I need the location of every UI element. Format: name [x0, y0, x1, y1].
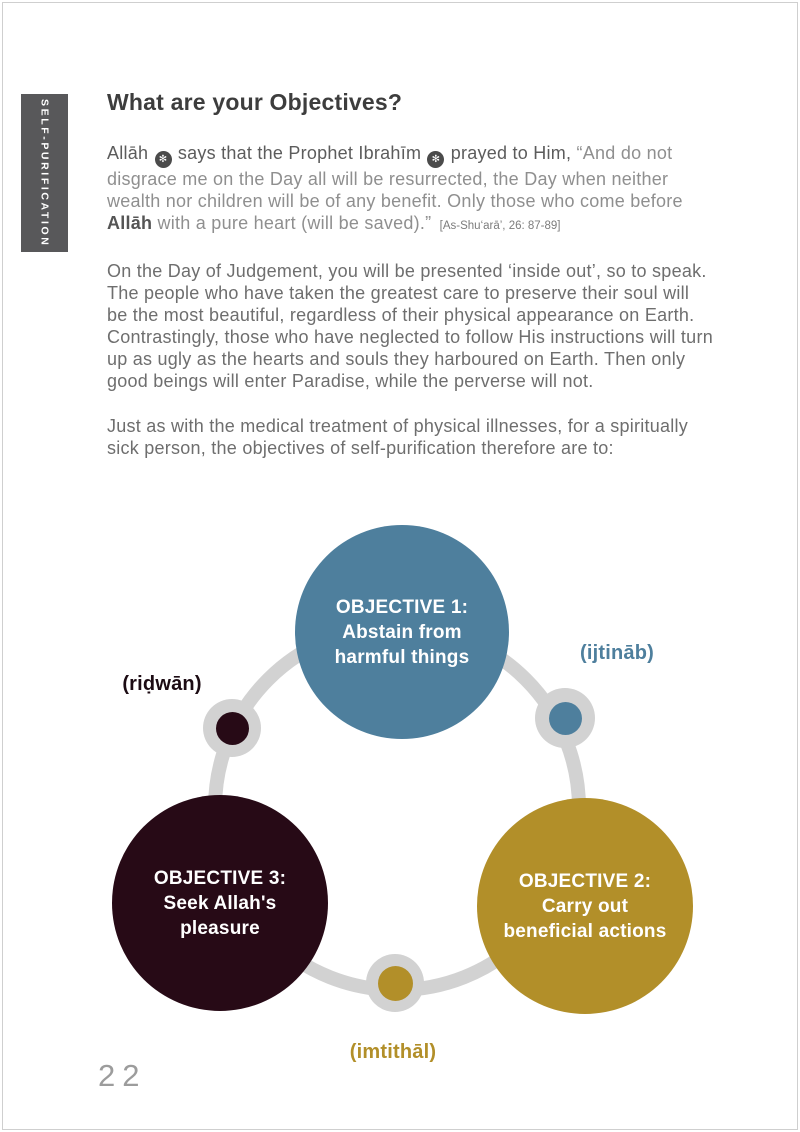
ijtinab-label: (ijtināb) [579, 642, 654, 664]
objective-1-circle [295, 525, 509, 739]
sidebar-tab-label: SELF-PURIFICATION [38, 98, 51, 248]
quran-quote-end: with a pure heart (will be saved).” [157, 213, 432, 233]
objective-2-title: OBJECTIVE 2: [518, 870, 652, 892]
jalla-jalaluhu-seal-icon: ✻ [155, 151, 172, 168]
alayhis-salam-seal-icon: ✻ [427, 151, 444, 168]
quran-quote-allah: Allāh [107, 213, 153, 233]
page-number: 22 [98, 1058, 147, 1093]
quran-quote-start: “And do not disgrace me on the Day all will be resurrected, the Day when neither wealth nor children will be of any benefit. Only those who come before [107, 143, 683, 211]
objective-3-title: OBJECTIVE 3: [153, 867, 287, 889]
ridwan-node-icon [203, 699, 261, 757]
objective-1-line2: harmful things [334, 646, 470, 668]
objectives-cycle-diagram [0, 515, 800, 1085]
quran-citation: [As-Shu‘arā’, 26: 87-89] [439, 220, 561, 232]
objective-3-circle [112, 795, 328, 1011]
objective-1-title: OBJECTIVE 1: [335, 596, 469, 618]
objective-3-line1: Seek Allah's [163, 892, 277, 914]
objective-2-line2: beneficial actions [503, 920, 667, 942]
paragraph1-mid: says that the Prophet Ibrahīm [177, 143, 422, 163]
paragraph-quote-ayah [107, 142, 713, 237]
paragraph1-mid2: prayed to Him, [450, 143, 572, 163]
imtithal-label: (imtithāl) [349, 1041, 437, 1063]
paragraph-objectives-intro: Just as with the medical treatment of physical illnesses, for a spiritually sick person, the objectives of self-purification therefore are to: [107, 416, 688, 458]
page-title: What are your Objectives? [107, 89, 403, 115]
ridwan-dot-icon [216, 712, 249, 745]
paragraph-judgement-day: On the Day of Judgement, you will be presented ‘inside out’, so to speak. The people who have taken the greatest care to preserve their soul will be the most beautiful, regardless of their physical appearance on Earth. Contrastingly, those who have neglected to follow His instructions will turn up as ugly as the hearts and souls they harboured on Earth. Then only good beings will enter Paradise, while the perverse will not. [107, 261, 713, 391]
objective-2-circle [477, 798, 693, 1014]
ijtinab-dot-icon [549, 702, 582, 735]
imtithal-node-icon [366, 954, 424, 1012]
ridwan-label: (riḍwān) [122, 673, 202, 695]
paragraph1-lead: Allāh [107, 143, 149, 163]
sidebar-tab-self-purification [21, 94, 68, 252]
imtithal-dot-icon [378, 966, 413, 1001]
objective-1-line1: Abstain from [342, 621, 462, 643]
ijtinab-node-icon [535, 688, 595, 748]
page-content [107, 88, 713, 482]
objective-2-line1: Carry out [541, 895, 629, 917]
objective-3-line2: pleasure [180, 917, 260, 939]
